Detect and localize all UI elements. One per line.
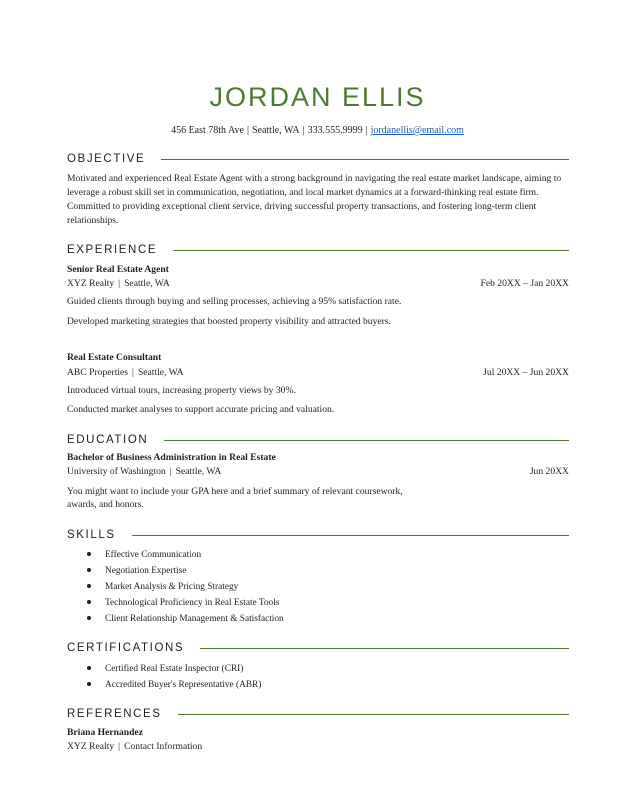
- contact-line: 456 East 78th Ave | Seattle, WA | 333.555.9999 | jordanellis@email.com: [171, 125, 464, 136]
- bullet-icon: [87, 682, 91, 686]
- job-meta: XYZ Realty | Seattle, WA Feb 20XX – Jan 20XX: [67, 278, 569, 289]
- section-divider: [173, 250, 569, 251]
- skills-section-header: [67, 528, 569, 542]
- job-point: Guided clients through buying and selling processes, achieving a 95% satisfaction rate.: [67, 296, 402, 307]
- job-point: Developed marketing strategies that boosted property visibility and attracted buyers.: [67, 316, 391, 327]
- reference-name: Briana Hernandez: [67, 727, 143, 738]
- job-dates: Jul 20XX – Jun 20XX: [483, 367, 569, 378]
- reference-contact: Contact Information: [124, 741, 203, 752]
- job-title: Senior Real Estate Agent: [67, 264, 169, 275]
- job-point: Introduced virtual tours, increasing property views by 30%.: [67, 385, 296, 396]
- school: University of Washington: [67, 466, 166, 477]
- certifications-section-header: [67, 641, 569, 655]
- list-item: Negotiation Expertise: [67, 563, 284, 579]
- section-divider: [200, 648, 569, 649]
- section-title: EXPERIENCE: [67, 244, 158, 256]
- section-title: EDUCATION: [67, 434, 149, 446]
- degree: Bachelor of Business Administration in Real Estate: [67, 452, 276, 463]
- list-item: Client Relationship Management & Satisfaction: [67, 611, 284, 627]
- list-item: Market Analysis & Pricing Strategy: [67, 579, 284, 595]
- section-title: CERTIFICATIONS: [67, 642, 185, 654]
- company: XYZ Realty: [67, 278, 115, 289]
- bullet-icon: [87, 584, 91, 588]
- list-item: Effective Communication: [67, 547, 284, 563]
- section-divider: [132, 535, 569, 536]
- education-section-header: [67, 433, 569, 447]
- bullet-icon: [87, 552, 91, 556]
- bullet-icon: [87, 616, 91, 620]
- company: ABC Properties: [67, 367, 129, 378]
- school-meta: University of Washington | Seattle, WA Jun 20XX: [67, 466, 569, 477]
- list-item: Certified Real Estate Inspector (CRI): [67, 661, 261, 677]
- list-item: Accredited Buyer's Representative (ABR): [67, 677, 261, 693]
- city: Seattle, WA: [251, 125, 300, 136]
- skills-list: [67, 547, 284, 627]
- bullet-icon: [87, 568, 91, 572]
- candidate-name: JORDAN ELLIS: [209, 82, 426, 112]
- section-divider: [178, 714, 569, 715]
- job-point: Conducted market analyses to support accurate pricing and valuation.: [67, 404, 335, 415]
- section-title: OBJECTIVE: [67, 153, 146, 165]
- job-meta: ABC Properties | Seattle, WA Jul 20XX – Jun 20XX: [67, 367, 569, 378]
- location: Seattle, WA: [124, 278, 170, 289]
- job-title: Real Estate Consultant: [67, 352, 162, 363]
- objective-text: Motivated and experienced Real Estate Agent with a strong background in navigating the real estate market landscape, aiming to leverage a robust skill set in communication, negotiation, and local market dynamics at a forward-thinking real estate firm. Committed to providing exceptional client service, driving successful property transactions, and fostering long-term client relationships.: [67, 173, 562, 226]
- reference-company: XYZ Realty: [67, 741, 115, 752]
- bullet-icon: [87, 666, 91, 670]
- graduation-date: Jun 20XX: [529, 466, 569, 477]
- section-title: SKILLS: [67, 529, 116, 541]
- list-item: Technological Proficiency in Real Estate Tools: [67, 595, 284, 611]
- location: Seattle, WA: [175, 466, 222, 477]
- experience-section-header: [67, 243, 569, 257]
- reference-meta: XYZ Realty | Contact Information: [67, 741, 203, 752]
- certifications-list: [67, 661, 261, 693]
- education-note: You might want to include your GPA here and a brief summary of relevant coursework,: [67, 486, 403, 497]
- section-title: REFERENCES: [67, 708, 162, 720]
- references-section-header: [67, 707, 569, 721]
- bullet-icon: [87, 600, 91, 604]
- location: Seattle, WA: [137, 367, 184, 378]
- education-note: awards, and honors.: [67, 499, 144, 510]
- email-link[interactable]: jordanellis@email.com: [370, 125, 464, 136]
- phone: 333.555.9999: [307, 125, 363, 136]
- objective-section-header: [67, 152, 569, 166]
- section-divider: [164, 440, 569, 441]
- address: 456 East 78th Ave: [171, 125, 244, 136]
- job-dates: Feb 20XX – Jan 20XX: [480, 278, 569, 289]
- section-divider: [161, 159, 569, 160]
